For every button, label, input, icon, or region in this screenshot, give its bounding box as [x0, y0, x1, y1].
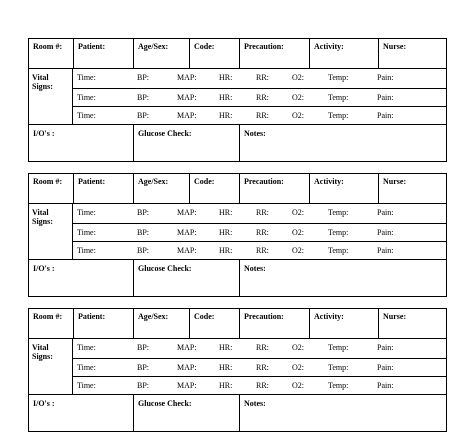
vital-signs-section — [29, 204, 446, 260]
bp-label: BP: — [137, 227, 150, 237]
vital-row[interactable] — [73, 88, 446, 107]
header-row — [29, 174, 446, 204]
temp-label: Temp: — [328, 208, 349, 217]
pain-label: Pain: — [377, 73, 394, 82]
hr-label: HR: — [219, 381, 233, 391]
hr-label: HR: — [219, 92, 233, 102]
nurse-field[interactable]: Nurse: — [378, 174, 448, 203]
rr-label: RR: — [256, 343, 269, 352]
vital-row[interactable] — [73, 241, 446, 260]
map-label: MAP: — [177, 92, 197, 102]
bp-label: BP: — [137, 362, 150, 372]
o2-label: O2: — [292, 208, 304, 217]
vital-row[interactable] — [73, 223, 446, 242]
vital-signs-rows — [73, 339, 446, 394]
hr-label: HR: — [219, 227, 233, 237]
vital-row[interactable] — [73, 376, 446, 395]
patient-field[interactable]: Patient: — [73, 174, 133, 203]
vital-row[interactable] — [73, 106, 446, 125]
time-label: Time: — [77, 246, 96, 256]
notes-field[interactable]: Notes: — [239, 260, 446, 296]
rr-label: RR: — [256, 246, 269, 256]
notes-field[interactable]: Notes: — [239, 395, 446, 431]
bp-label: BP: — [137, 246, 150, 256]
nurse-field[interactable]: Nurse: — [378, 39, 448, 68]
hr-label: HR: — [219, 343, 233, 352]
vital-signs-rows — [73, 204, 446, 259]
io-section — [29, 125, 446, 161]
vital-signs-label-line2: Signs: — [32, 217, 53, 226]
temp-label: Temp: — [328, 343, 349, 352]
room-number-field[interactable]: Room #: — [33, 177, 63, 186]
patient-block — [28, 308, 447, 432]
temp-label: Temp: — [328, 381, 349, 391]
bp-label: BP: — [137, 92, 150, 102]
header-row — [29, 309, 446, 339]
bp-label: BP: — [137, 208, 150, 217]
pain-label: Pain: — [377, 227, 394, 237]
map-label: MAP: — [177, 73, 197, 82]
pain-label: Pain: — [377, 111, 394, 121]
vital-signs-label-line1: Vital — [32, 343, 49, 352]
map-label: MAP: — [177, 343, 197, 352]
time-label: Time: — [77, 111, 96, 121]
o2-label: O2: — [292, 73, 304, 82]
notes-field[interactable]: Notes: — [239, 125, 446, 161]
age-sex-field[interactable]: Age/Sex: — [133, 39, 189, 68]
glucose-check-field[interactable]: Glucose Check: — [133, 395, 239, 431]
time-label: Time: — [77, 381, 96, 391]
rr-label: RR: — [256, 73, 269, 82]
vital-signs-rows — [73, 69, 446, 124]
hr-label: HR: — [219, 246, 233, 256]
temp-label: Temp: — [328, 246, 349, 256]
vital-signs-label — [29, 339, 73, 394]
room-number-field[interactable]: Room #: — [33, 312, 63, 321]
o2-label: O2: — [292, 362, 304, 372]
map-label: MAP: — [177, 381, 197, 391]
age-sex-field[interactable]: Age/Sex: — [133, 309, 189, 338]
bp-label: BP: — [137, 73, 150, 82]
o2-label: O2: — [292, 246, 304, 256]
vital-row[interactable] — [73, 358, 446, 377]
hr-label: HR: — [219, 208, 233, 217]
bp-label: BP: — [137, 343, 150, 352]
o2-label: O2: — [292, 343, 304, 352]
rr-label: RR: — [256, 227, 269, 237]
vital-signs-section — [29, 339, 446, 395]
pain-label: Pain: — [377, 343, 394, 352]
rr-label: RR: — [256, 381, 269, 391]
pain-label: Pain: — [377, 208, 394, 217]
temp-label: Temp: — [328, 362, 349, 372]
nurse-field[interactable]: Nurse: — [378, 309, 448, 338]
pain-label: Pain: — [377, 381, 394, 391]
time-label: Time: — [77, 73, 96, 82]
map-label: MAP: — [177, 246, 197, 256]
vital-row[interactable] — [73, 204, 446, 223]
glucose-check-field[interactable]: Glucose Check: — [133, 125, 239, 161]
vital-signs-label-line2: Signs: — [32, 352, 53, 361]
pain-label: Pain: — [377, 92, 394, 102]
code-field[interactable]: Code: — [189, 39, 239, 68]
vital-signs-section — [29, 69, 446, 125]
vital-row[interactable] — [73, 339, 446, 358]
o2-label: O2: — [292, 227, 304, 237]
patient-block — [28, 38, 447, 162]
map-label: MAP: — [177, 362, 197, 372]
time-label: Time: — [77, 343, 96, 352]
io-field[interactable]: I/O's : — [33, 129, 55, 138]
rr-label: RR: — [256, 208, 269, 217]
rr-label: RR: — [256, 362, 269, 372]
map-label: MAP: — [177, 208, 197, 217]
time-label: Time: — [77, 362, 96, 372]
precaution-field[interactable]: Precaution: — [239, 174, 309, 203]
code-field[interactable]: Code: — [189, 309, 239, 338]
patient-field[interactable]: Patient: — [73, 39, 133, 68]
temp-label: Temp: — [328, 227, 349, 237]
temp-label: Temp: — [328, 92, 349, 102]
time-label: Time: — [77, 208, 96, 217]
temp-label: Temp: — [328, 73, 349, 82]
rr-label: RR: — [256, 92, 269, 102]
io-section — [29, 260, 446, 296]
time-label: Time: — [77, 92, 96, 102]
hr-label: HR: — [219, 362, 233, 372]
io-field[interactable]: I/O's : — [33, 399, 55, 408]
io-section — [29, 395, 446, 431]
temp-label: Temp: — [328, 111, 349, 121]
o2-label: O2: — [292, 92, 304, 102]
header-row — [29, 39, 446, 69]
room-number-field[interactable]: Room #: — [33, 42, 63, 51]
activity-field[interactable]: Activity: — [309, 309, 378, 338]
patient-field[interactable]: Patient: — [73, 309, 133, 338]
age-sex-field[interactable]: Age/Sex: — [133, 174, 189, 203]
hr-label: HR: — [219, 111, 233, 121]
bp-label: BP: — [137, 381, 150, 391]
activity-field[interactable]: Activity: — [309, 39, 378, 68]
map-label: MAP: — [177, 227, 197, 237]
precaution-field[interactable]: Precaution: — [239, 309, 309, 338]
patient-block — [28, 173, 447, 297]
rr-label: RR: — [256, 111, 269, 121]
vital-signs-label-line2: Signs: — [32, 82, 53, 91]
o2-label: O2: — [292, 111, 304, 121]
vital-signs-label — [29, 204, 73, 259]
vital-signs-label-line1: Vital — [32, 208, 49, 217]
vital-row[interactable] — [73, 69, 446, 88]
hr-label: HR: — [219, 73, 233, 82]
io-field[interactable]: I/O's : — [33, 264, 55, 273]
pain-label: Pain: — [377, 246, 394, 256]
precaution-field[interactable]: Precaution: — [239, 39, 309, 68]
vital-signs-label-line1: Vital — [32, 73, 49, 82]
map-label: MAP: — [177, 111, 197, 121]
time-label: Time: — [77, 227, 96, 237]
o2-label: O2: — [292, 381, 304, 391]
code-field[interactable]: Code: — [189, 174, 239, 203]
vital-signs-label — [29, 69, 73, 124]
activity-field[interactable]: Activity: — [309, 174, 378, 203]
pain-label: Pain: — [377, 362, 394, 372]
bp-label: BP: — [137, 111, 150, 121]
glucose-check-field[interactable]: Glucose Check: — [133, 260, 239, 296]
